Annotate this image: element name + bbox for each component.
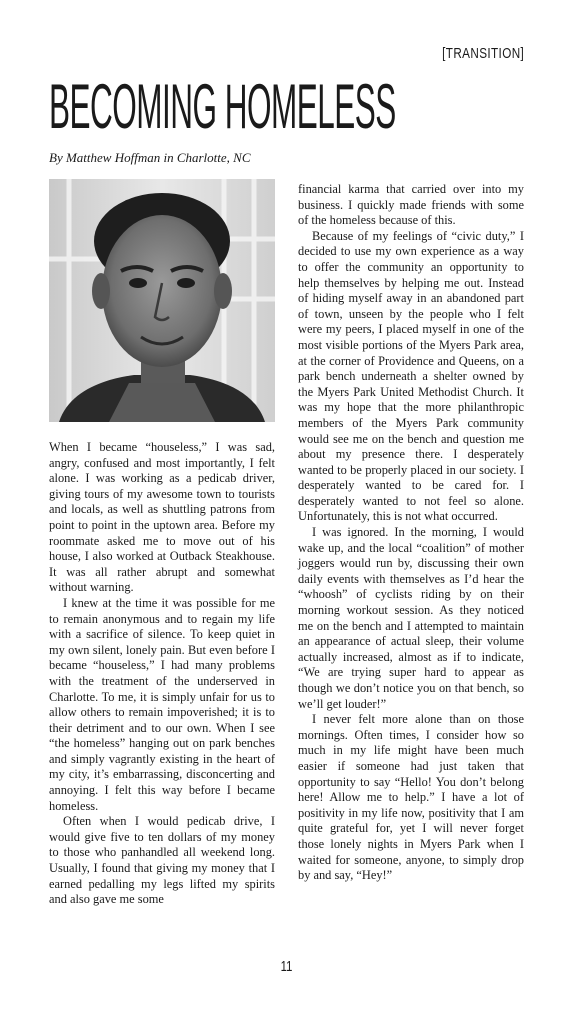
article-title: BECOMING HOMELESS	[49, 72, 396, 142]
paragraph: When I became “houseless,” I was sad, angry, confused and most importantly, I felt alone. I was working as a pedicab driver, giving tours of my awesome town to tourists and locals, as well as shuttling patrons from point to point in the uptown area. Before my roommate asked me to move out of his house, I also worked at Outback Steakhouse. It was all rather abrupt and somewhat without warning.	[49, 440, 275, 595]
paragraph: I was ignored. In the morning, I would wake up, and the local “coalition” of mother joggers would run by, discussing their own daily events with themselves as I’d hear the “whoosh” of cyclists riding by on their morning workout session. As they noticed me on the bench and I attempted to maintain an appearance of actual sleep, their volume actually increased, almost as if to indicate, “We are trying super hard to appear as though we don’t notice you on that bench, so we’ll get louder!”	[298, 525, 524, 711]
paragraph: I knew at the time it was possible for me to remain anonymous and to regain my life with a sacrifice of silence. To keep quiet in my own silent, lonely pain. But even before I became “houseless,” I had many problems with the treatment of the underserved in Charlotte. To me, it is simply unfair for us to allow others to remain impoverished; it is to their detriment and to our own. When I see “the homeless” hanging out on park benches and simply vagrantly existing in the heart of my city, it’s embarrassing, disconcerting and annoying. I felt this way before I became homeless.	[49, 595, 275, 813]
paragraph: I never felt more alone than on those mornings. Often times, I consider how so much in my life might have been much easier if someone had just taken that opportunity to say “Hello! You don’t belong here! Allow me to help.” I have a lot of positivity in my life now, positivity that I am quite grateful for, yet I will never forget those lonely nights in Myers Park when I waited for someone, anyone, to simply drop by and say, “Hey!”	[298, 712, 524, 883]
right-column	[298, 182, 524, 884]
section-tag: [TRANSITION]	[441, 45, 524, 62]
paragraph: financial karma that carried over into my business. I quickly made friends with some of the homeless because of this.	[298, 182, 524, 228]
portrait-photo-icon	[49, 179, 275, 422]
paragraph: Because of my feelings of “civic duty,” I decided to use my own experience as a way to offer the community an opportunity to help themselves by helping me out. Instead of hiding myself away in an abandoned part of town, unseen by the people who I felt were my peers, I placed myself in one of the most visible portions of the Myers Park area, at the corner of Providence and Queens, on a park bench underneath a shelter owned by the Myers Park United Methodist Church. It was my hope that the more philanthropic members of the Myers Park community would see me on the bench and question me about my presence there. I desperately wanted to be properly placed in our society. I desperately wanted to be cared for. I desperately wanted to not feel so alone. Unfortunately, this is not what occurred.	[298, 228, 524, 524]
page-number: 11	[280, 958, 293, 975]
left-column	[49, 440, 275, 908]
byline: By Matthew Hoffman in Charlotte, NC	[49, 150, 251, 165]
paragraph: Often when I would pedicab drive, I would give five to ten dollars of my money to those who panhandled all weekend long. Usually, I found that giving my money that I earned pedalling my legs lifted my spirits and also gave me some	[49, 814, 275, 907]
portrait-photo	[49, 179, 275, 422]
